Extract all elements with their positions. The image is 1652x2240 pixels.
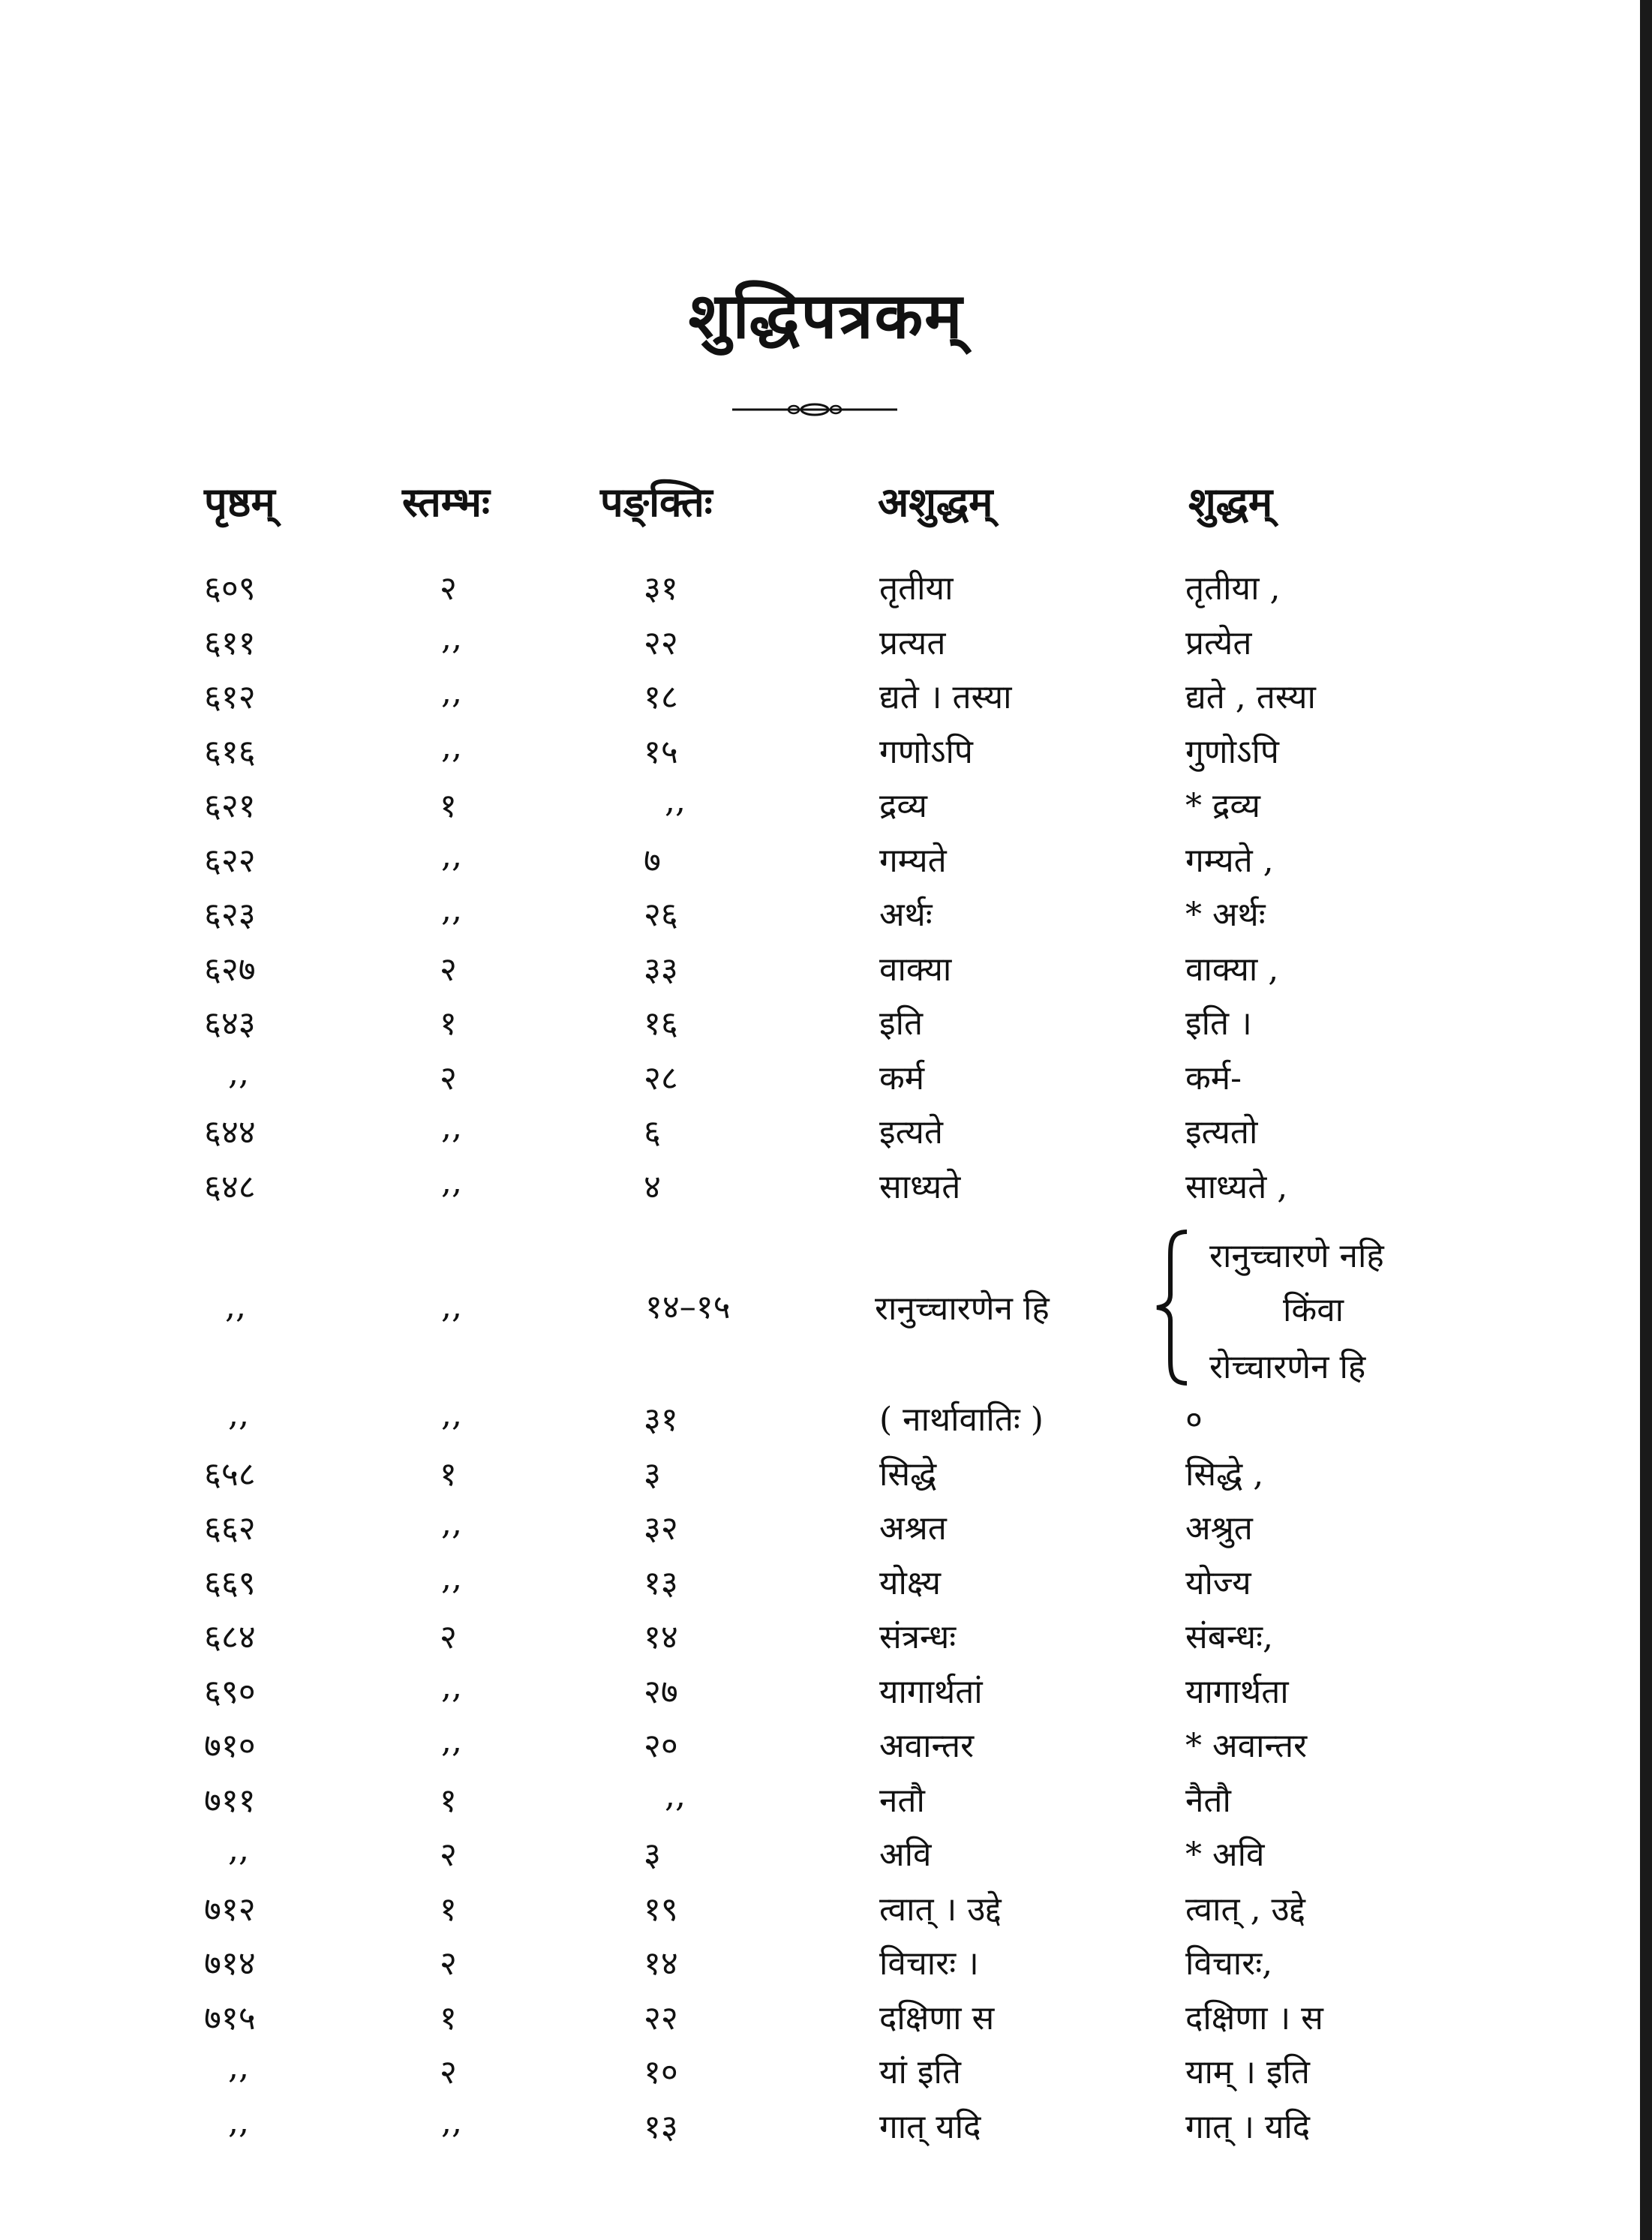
curly-brace xyxy=(1154,1229,1190,1386)
cell-line: ,, xyxy=(665,782,686,820)
cell-correct: * अवान्तर xyxy=(1185,1727,1308,1765)
cell-correct: योज्य xyxy=(1185,1563,1251,1602)
cell-correct: विचारः, xyxy=(1185,1944,1273,1983)
cell-page: ७१५ xyxy=(204,1998,256,2037)
cell-correct: प्रत्येत xyxy=(1185,623,1252,662)
cell-line: १३ xyxy=(644,1563,678,1602)
cell-page: ,, xyxy=(228,2102,249,2141)
cell-line: १९ xyxy=(644,1890,678,1929)
cell-line: २६ xyxy=(644,896,678,934)
cell-incorrect: यागार्थतां xyxy=(879,1672,983,1711)
cell-column: २ xyxy=(440,1618,457,1656)
cell-column: ,, xyxy=(441,836,462,875)
cell-incorrect: यां इति xyxy=(879,2053,961,2091)
cell-page: ७१४ xyxy=(204,1944,256,1983)
cell-correct: अश्रुत xyxy=(1185,1509,1253,1548)
cell-incorrect: इत्यते xyxy=(879,1113,943,1152)
cell-correct-line-2: किंवा xyxy=(1283,1291,1344,1329)
cell-incorrect: कर्म xyxy=(879,1058,925,1097)
cell-column: ,, xyxy=(441,1667,462,1706)
cell-page: ६२१ xyxy=(204,787,256,825)
cell-incorrect: गणोऽपि xyxy=(879,732,973,771)
cell-incorrect: गम्यते xyxy=(879,841,947,880)
cell-incorrect: तृतीया xyxy=(879,569,954,608)
cell-incorrect: त्वात् । उद्दे xyxy=(879,1890,1002,1929)
cell-column: २ xyxy=(440,1944,457,1983)
cell-column: ,, xyxy=(441,1287,462,1326)
cell-line: २२ xyxy=(644,1998,678,2037)
cell-incorrect: अवि xyxy=(879,1836,932,1874)
cell-page: ७११ xyxy=(204,1781,256,1820)
cell-incorrect: दक्षिणा स xyxy=(879,1998,995,2037)
cell-correct: इत्यतो xyxy=(1185,1113,1258,1152)
cell-line: ,, xyxy=(665,1776,686,1815)
cell-line: १६ xyxy=(644,1004,678,1043)
cell-column: ,, xyxy=(441,1395,462,1434)
cell-page: ,, xyxy=(228,1830,249,1869)
cell-incorrect: गात् यदि xyxy=(879,2107,981,2146)
cell-line: १३ xyxy=(644,2107,678,2146)
cell-correct: कर्म- xyxy=(1185,1058,1242,1097)
cell-line: २२ xyxy=(644,623,678,662)
cell-correct: गात् । यदि xyxy=(1185,2107,1311,2146)
cell-page: ६६९ xyxy=(204,1563,256,1602)
cell-line: ३३ xyxy=(644,950,678,989)
cell-correct: सिद्धे , xyxy=(1185,1455,1264,1494)
cell-correct: इति । xyxy=(1185,1004,1252,1043)
cell-column: २ xyxy=(440,569,457,608)
cell-correct: नैतौ xyxy=(1185,1781,1231,1820)
cell-correct: * अर्थः xyxy=(1185,896,1266,934)
cell-correct: ० xyxy=(1185,1401,1203,1439)
cell-column: ,, xyxy=(441,1558,462,1597)
cell-column: ,, xyxy=(441,890,462,929)
cell-correct-line-1: रानुच्चारणे नहि xyxy=(1209,1237,1384,1275)
cell-incorrect: ( नार्थावातिः ) xyxy=(879,1401,1044,1439)
cell-incorrect: द्रव्य xyxy=(879,787,927,825)
title-ornament xyxy=(732,402,897,417)
cell-page: ,, xyxy=(228,1053,249,1092)
cell-correct: द्यते , तस्या xyxy=(1185,678,1316,716)
cell-page: ६२३ xyxy=(204,896,256,934)
cell-line: ३१ xyxy=(644,1401,678,1439)
cell-line: १० xyxy=(644,2053,678,2091)
cell-correct: यागार्थता xyxy=(1185,1672,1289,1711)
cell-page: ७१२ xyxy=(204,1890,256,1929)
cell-correct: त्वात् , उद्दे xyxy=(1185,1890,1305,1929)
cell-incorrect: योक्ष्य xyxy=(879,1563,942,1602)
cell-page: ६१२ xyxy=(204,678,256,716)
cell-column: ,, xyxy=(441,1722,462,1760)
cell-line: ३ xyxy=(644,1455,661,1494)
header-correct: शुद्धम् xyxy=(1188,478,1273,526)
cell-line: ३१ xyxy=(644,569,678,608)
cell-page: ६९० xyxy=(204,1672,256,1711)
cell-column: ,, xyxy=(441,727,462,766)
cell-correct: दक्षिणा । स xyxy=(1185,1998,1323,2037)
cell-page: ,, xyxy=(228,2048,249,2086)
cell-incorrect: अवान्तर xyxy=(879,1727,975,1765)
cell-page: ६४३ xyxy=(204,1004,256,1043)
cell-line: २७ xyxy=(644,1672,678,1711)
cell-page: ६६२ xyxy=(204,1509,256,1548)
cell-correct: याम् । इति xyxy=(1185,2053,1310,2091)
cell-correct: * अवि xyxy=(1185,1836,1265,1874)
header-incorrect: अशुद्धम् xyxy=(878,478,993,526)
cell-page: ६४८ xyxy=(204,1167,256,1206)
cell-correct: संबन्धः, xyxy=(1185,1618,1273,1656)
cell-column: ,, xyxy=(441,2102,462,2141)
cell-page: ६११ xyxy=(204,623,256,662)
cell-line: ३ xyxy=(644,1836,661,1874)
cell-column: १ xyxy=(440,1998,457,2037)
cell-page: ६५८ xyxy=(204,1455,256,1494)
page-title: शुद्धिपत्रकम् xyxy=(688,278,964,353)
cell-line: ३२ xyxy=(644,1509,678,1548)
cell-incorrect: द्यते । तस्या xyxy=(879,678,1012,716)
cell-line: १८ xyxy=(644,678,678,716)
cell-line: १४ xyxy=(644,1618,678,1656)
cell-line: ४ xyxy=(644,1167,661,1206)
cell-page: ६१६ xyxy=(204,732,256,771)
cell-column: २ xyxy=(440,1836,457,1874)
cell-page: ६०९ xyxy=(204,569,256,608)
cell-correct: गम्यते , xyxy=(1185,841,1274,880)
cell-column: १ xyxy=(440,1781,457,1820)
cell-column: ,, xyxy=(441,673,462,711)
header-column: स्तम्भः xyxy=(402,478,490,526)
cell-line: २८ xyxy=(644,1058,678,1097)
cell-correct: वाक्या , xyxy=(1185,950,1279,989)
cell-line: २० xyxy=(644,1727,678,1765)
cell-column: १ xyxy=(440,1890,457,1929)
cell-incorrect: संत्रन्धः xyxy=(879,1618,957,1656)
cell-page: ६८४ xyxy=(204,1618,256,1656)
cell-correct: तृतीया , xyxy=(1185,569,1281,608)
cell-correct: साध्यते , xyxy=(1185,1167,1288,1206)
cell-page: ६२२ xyxy=(204,841,256,880)
cell-column: ,, xyxy=(441,1504,462,1542)
cell-line: १४–१५ xyxy=(645,1288,731,1326)
cell-correct-line-3: रोच्चारणेन हि xyxy=(1209,1348,1366,1386)
cell-incorrect: प्रत्यत xyxy=(879,623,946,662)
cell-column: २ xyxy=(440,950,457,989)
cell-page: ६२७ xyxy=(204,950,256,989)
cell-column: १ xyxy=(440,1455,457,1494)
header-page: पृष्ठम् xyxy=(204,478,275,526)
cell-incorrect: अर्थः xyxy=(879,896,933,934)
cell-line: १५ xyxy=(644,732,678,771)
cell-correct: * द्रव्य xyxy=(1185,787,1260,825)
cell-column: १ xyxy=(440,1004,457,1043)
cell-column: ,, xyxy=(441,1108,462,1146)
cell-column: २ xyxy=(440,1058,457,1097)
cell-page: ,, xyxy=(225,1287,246,1326)
cell-incorrect: रानुच्चारणेन हि xyxy=(875,1290,1050,1328)
cell-page: ६४४ xyxy=(204,1113,256,1152)
cell-line: ६ xyxy=(644,1113,661,1152)
cell-correct: गुणोऽपि xyxy=(1185,732,1279,771)
header-line: पङ्क्तिः xyxy=(600,478,713,526)
cell-incorrect: नतौ xyxy=(879,1781,925,1820)
cell-column: ,, xyxy=(441,618,462,657)
cell-line: १४ xyxy=(644,1944,678,1983)
cell-incorrect: वाक्या xyxy=(879,950,952,989)
cell-page: ,, xyxy=(228,1395,249,1434)
cell-line: ७ xyxy=(644,841,661,880)
cell-incorrect: विचारः । xyxy=(879,1944,979,1983)
cell-column: १ xyxy=(440,787,457,825)
cell-incorrect: सिद्धे xyxy=(879,1455,937,1494)
cell-incorrect: साध्यते xyxy=(879,1167,961,1206)
cell-incorrect: अश्रत xyxy=(879,1509,947,1548)
cell-column: ,, xyxy=(441,1162,462,1201)
cell-incorrect: इति xyxy=(879,1004,924,1043)
cell-page: ७१० xyxy=(204,1727,256,1765)
cell-column: २ xyxy=(440,2053,457,2091)
